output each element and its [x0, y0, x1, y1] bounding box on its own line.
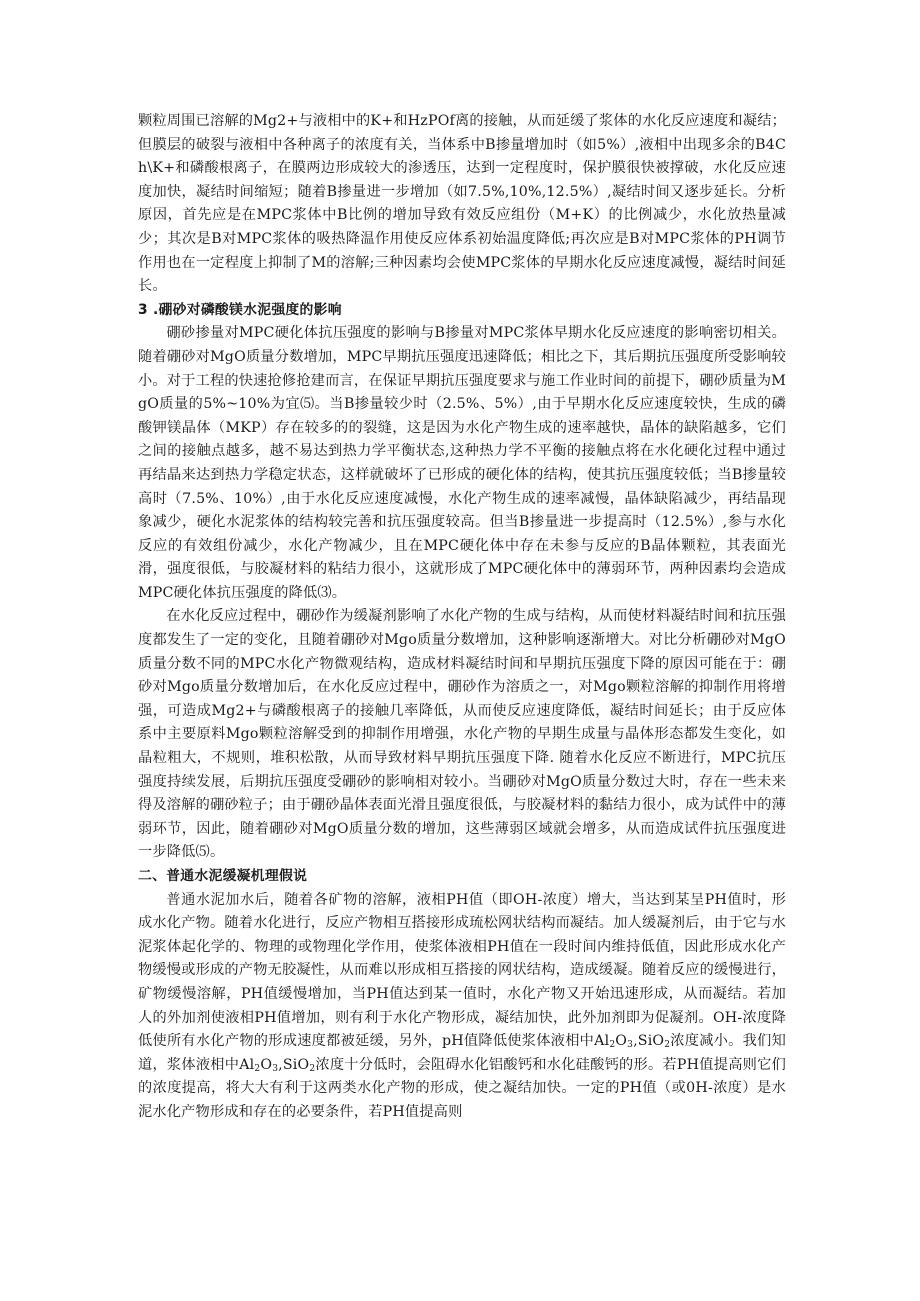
subscript: 2	[309, 1063, 316, 1074]
subscript: 3	[272, 1063, 279, 1074]
paragraph-borax-strength: 硼砂掺量对MPC硬化体抗压强度的影响与B掺量对MPC浆体早期水化反应速度的影响密切相关。随着硼砂对MgO质量分数增加，MPC早期抗压强度迅速降低；相比之下，其后期抗压强度所受影响较小。对于工程的快速抢修抢建而言，在保证早期抗压强度要求与施工作业时间的前提下，硼砂质量为MgO质量的5%~10%为宜⑸。当B掺量较少时（2.5%、5%）,由于早期水化反应速度较快，生成的磷酸钾镁晶体（MKP）存在较多的的裂缝，这是因为水化产物生成的速率越快，晶体的缺陷越多，它们之间的接触点越多，越不易达到热力学平衡状态,这种热力学不平衡的接触点将在水化硬化过程中通过再结晶来达到热力学稳定状态，这样就破坏了已形成的硬化体的结构，使其抗压强度较低；当B掺量较高时（7.5%、10%）,由于水化反应速度减慢，水化产物生成的速率减慢，晶体缺陷减少，再结晶现象减少，硬化水泥浆体的结构较完善和抗压强度较高。但当B掺量进一步提高时（12.5%）,参与水化反应的有效组份减少，水化产物减少，且在MPC硬化体中存在未参与反应的B晶体颗粒，其表面光滑，强度很低，与胶凝材料的粘结力很小，这就形成了MPC硬化体中的薄弱环节，两种因素均会造成MPC硬化体抗压强度的降低⑶。	[138, 325, 786, 601]
subscript: 2	[254, 1063, 261, 1074]
paragraph-retarding-mechanism	[138, 889, 786, 1125]
section-heading-3: 3 .硼砂对磷酸镁水泥强度的影响	[138, 301, 342, 318]
text-run: ,SiO	[278, 1056, 310, 1073]
document-page	[138, 110, 786, 1125]
subscript: 2	[609, 1040, 616, 1051]
text-run: ,SiO	[633, 1033, 665, 1050]
paragraph-continuation: 颗粒周围已溶解的Mg2+与液相中的K+和HzPOf离的接触，从而延缓了浆体的水化反应速度和凝结；但膜层的破裂与液相中各种离子的浓度有关，当体系中B掺量增加时（如5%）,液相中出现多余的B4Ch\K+和磷酸根离子，在膜两边形成较大的渗透压，达到一定程度时，保护膜很快被撑破，水化反应速度加快，凝结时间缩短；随着B掺量进一步增加（如7.5%,10%,12.5%）,凝结时间又逐步延长。分析原因，首先应是在MPC浆体中B比例的增加导致有效反应组份（M+K）的比例减少，水化放热量减少；其次是B对MPC浆体的吸热降温作用使反应体系初始温度降低;再次应是B对MPC浆体的PH调节作用也在一定程度上抑制了M的溶解;三种因素均会使MPC浆体的早期水化反应速度减慢，凝结时间延长。	[138, 113, 786, 295]
subscript: 3	[627, 1040, 634, 1051]
paragraph-hydration-process: 在水化反应过程中，硼砂作为缓凝剂影响了水化产物的生成与结构，从而使材料凝结时间和抗压强度都发生了一定的变化，且随着硼砂对Mgo质量分数增加，这种影响逐渐增大。对比分析硼砂对MgO质量分数不同的MPC水化产物微观结构，造成材料凝结时间和早期抗压强度下降的原因可能在于：硼砂对Mgo质量分数增加后，在水化反应过程中，硼砂作为溶质之一，对Mgo颗粒溶解的抑制作用将增强，可造成Mg2+与磷酸根离子的接触几率降低，从而使反应速度降低，凝结时间延长；由于反应体系中主要原料Mgo颗粒溶解受到的抑制作用增强，水化产物的早期生成量与晶体形态都发生变化，如晶粒粗大，不规则，堆积松散，从而导致材料早期抗压强度下降. 随着水化反应不断进行，MPC抗压强度持续发展，后期抗压强度受硼砂的影响相对较小。当硼砂对MgO质量分数过大时，存在一些未来得及溶解的硼砂粒子；由于硼砂晶体表面光滑且强度很低，与胶凝材料的黏结力很小，成为试件中的薄弱环节，因此，随着硼砂对MgO质量分数的增加，这些薄弱区域就会增多，从而造成试件抗压强度进一步降低⑸。	[138, 608, 786, 861]
text-run: O	[615, 1033, 628, 1050]
text-run: 浓度减小。我们知道，浆体液相中Al	[138, 1033, 786, 1073]
text-run: O	[260, 1056, 273, 1073]
section-heading-2: 二、普通水泥缓凝机理假说	[138, 868, 308, 884]
text-run: 普通水泥加水后，随着各矿物的溶解，液相PH值（即OH-浓度）增大，当达到某呈PH值时，形成水化产物。随着水化进行，反应产物相互搭接形成琉松网状结构而凝结。加人缓凝剂后，由于它与水泥浆体起化学的、物理的或物理化学作用，使浆体液相PH值在一段时间内维持低值，因此形成水化产物缓慢或形成的产物无胶凝性，从而难以形成相互搭接的网状结构，造成缓凝。随着反应的缓慢进行，矿物缓慢溶解，PH值缓慢增加，当PH值达到某一值时，水化产物又开始迅速形成，从而凝结。若加人的外加剂使液相PH值增加，则有利于水化产物形成，凝结加快，此外加剂即为促凝剂。OH-浓度降低使所有水化产物的形成速度都被延缓，另外，pH值降低使浆体液相中Al	[138, 891, 786, 1050]
subscript: 2	[664, 1040, 671, 1051]
text-run: 浓度十分低时，会阻碍水化铝酸钙和水化硅酸钙的形。若PH值提高则它们的浓度提高，将大大有利于这两类水化产物的形成，使之凝结加快。一定的PH值（或0H-浓度）是水泥水化产物形成和存在的必要条件，若PH值提高则	[138, 1056, 786, 1120]
